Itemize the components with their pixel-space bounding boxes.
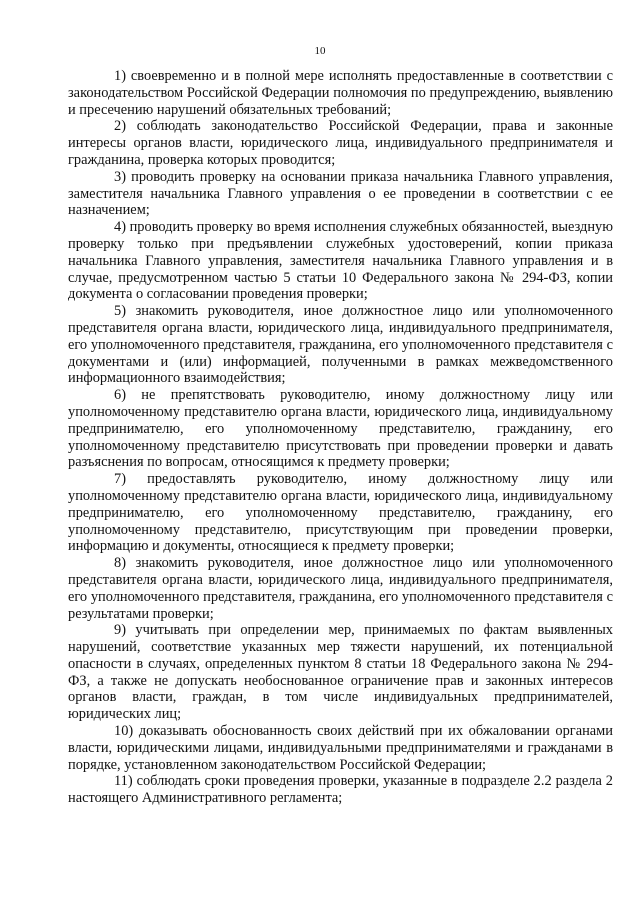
paragraph-item-2: 2) соблюдать законодательство Российской Федерации, права и законные интересы органов власти, юридического лица, индивидуального предпринимателя и гражданина, проверка которых проводится;: [68, 118, 613, 168]
paragraph-item-3: 3) проводить проверку на основании приказа начальника Главного управления, заместителя начальника Главного управления о ее проведении в соответствии с ее назначением;: [68, 168, 613, 219]
paragraph-item-1: 1) своевременно и в полной мере исполнять предоставленные в соответствии с законодательством Российской Федерации полномочия по предупреждению, выявлению и пресечению нарушений обязательных требований;: [68, 68, 613, 118]
paragraph-item-8: 8) знакомить руководителя, иное должностное лицо или уполномоченного представителя органа власти, юридического лица, индивидуального предпринимателя, его уполномоченного представителя, гражданина, его уполномоченного представителя с результатами проверки;: [68, 555, 613, 622]
paragraph-item-10: 10) доказывать обоснованность своих действий при их обжаловании органами власти, юридическими лицами, индивидуальными предпринимателями и гражданами в порядке, установленном законодательством Российской Федерации;: [68, 723, 613, 773]
paragraph-item-6: 6) не препятствовать руководителю, иному должностному лицу или уполномоченному представителю органа власти, юридического лица, индивидуальному предпринимателю, его уполномоченному представителю, гражданину, его уполномоченному представителю присутствовать при проведении проверки и давать разъяснения по вопросам, относящимся к предмету проверки;: [68, 387, 613, 471]
page-number: 10: [314, 45, 326, 57]
paragraph-item-4: 4) проводить проверку во время исполнения служебных обязанностей, выездную проверку только при предъявлении служебных удостоверений, копии приказа начальника Главного управления, заместителя начальника Главного управления и в случае, предусмотренном частью 5 статьи 10 Федерального закона № 294-ФЗ, копии документа о согласовании проведения проверки;: [68, 219, 613, 303]
paragraph-item-9: 9) учитывать при определении мер, принимаемых по фактам выявленных нарушений, соответствие указанных мер тяжести нарушений, их потенциальной опасности в случаях, определенных пунктом 8 статьи 18 Федерального закона № 294-ФЗ, а также не допускать необоснованное ограничение прав и законных интересов органов власти, граждан, в том числе индивидуальных предпринимателей, юридических лиц;: [68, 622, 613, 723]
document-body: [68, 68, 613, 807]
paragraph-item-11: 11) соблюдать сроки проведения проверки, указанные в подразделе 2.2 раздела 2 настоящего Административного регламента;: [68, 773, 613, 807]
paragraph-item-7: 7) предоставлять руководителю, иному должностному лицу или уполномоченному представителю органа власти, юридического лица, индивидуальному предпринимателю, его уполномоченному представителю, гражданину, его уполномоченному представителю, присутствующим при проведении проверки, информацию и документы, относящиеся к предмету проверки;: [68, 471, 613, 555]
paragraph-item-5: 5) знакомить руководителя, иное должностное лицо или уполномоченного представителя органа власти, юридического лица, индивидуального предпринимателя, его уполномоченного представителя, гражданина, его уполномоченного представителя с документами и (или) информацией, полученными в рамках межведомственного информационного взаимодействия;: [68, 303, 613, 387]
